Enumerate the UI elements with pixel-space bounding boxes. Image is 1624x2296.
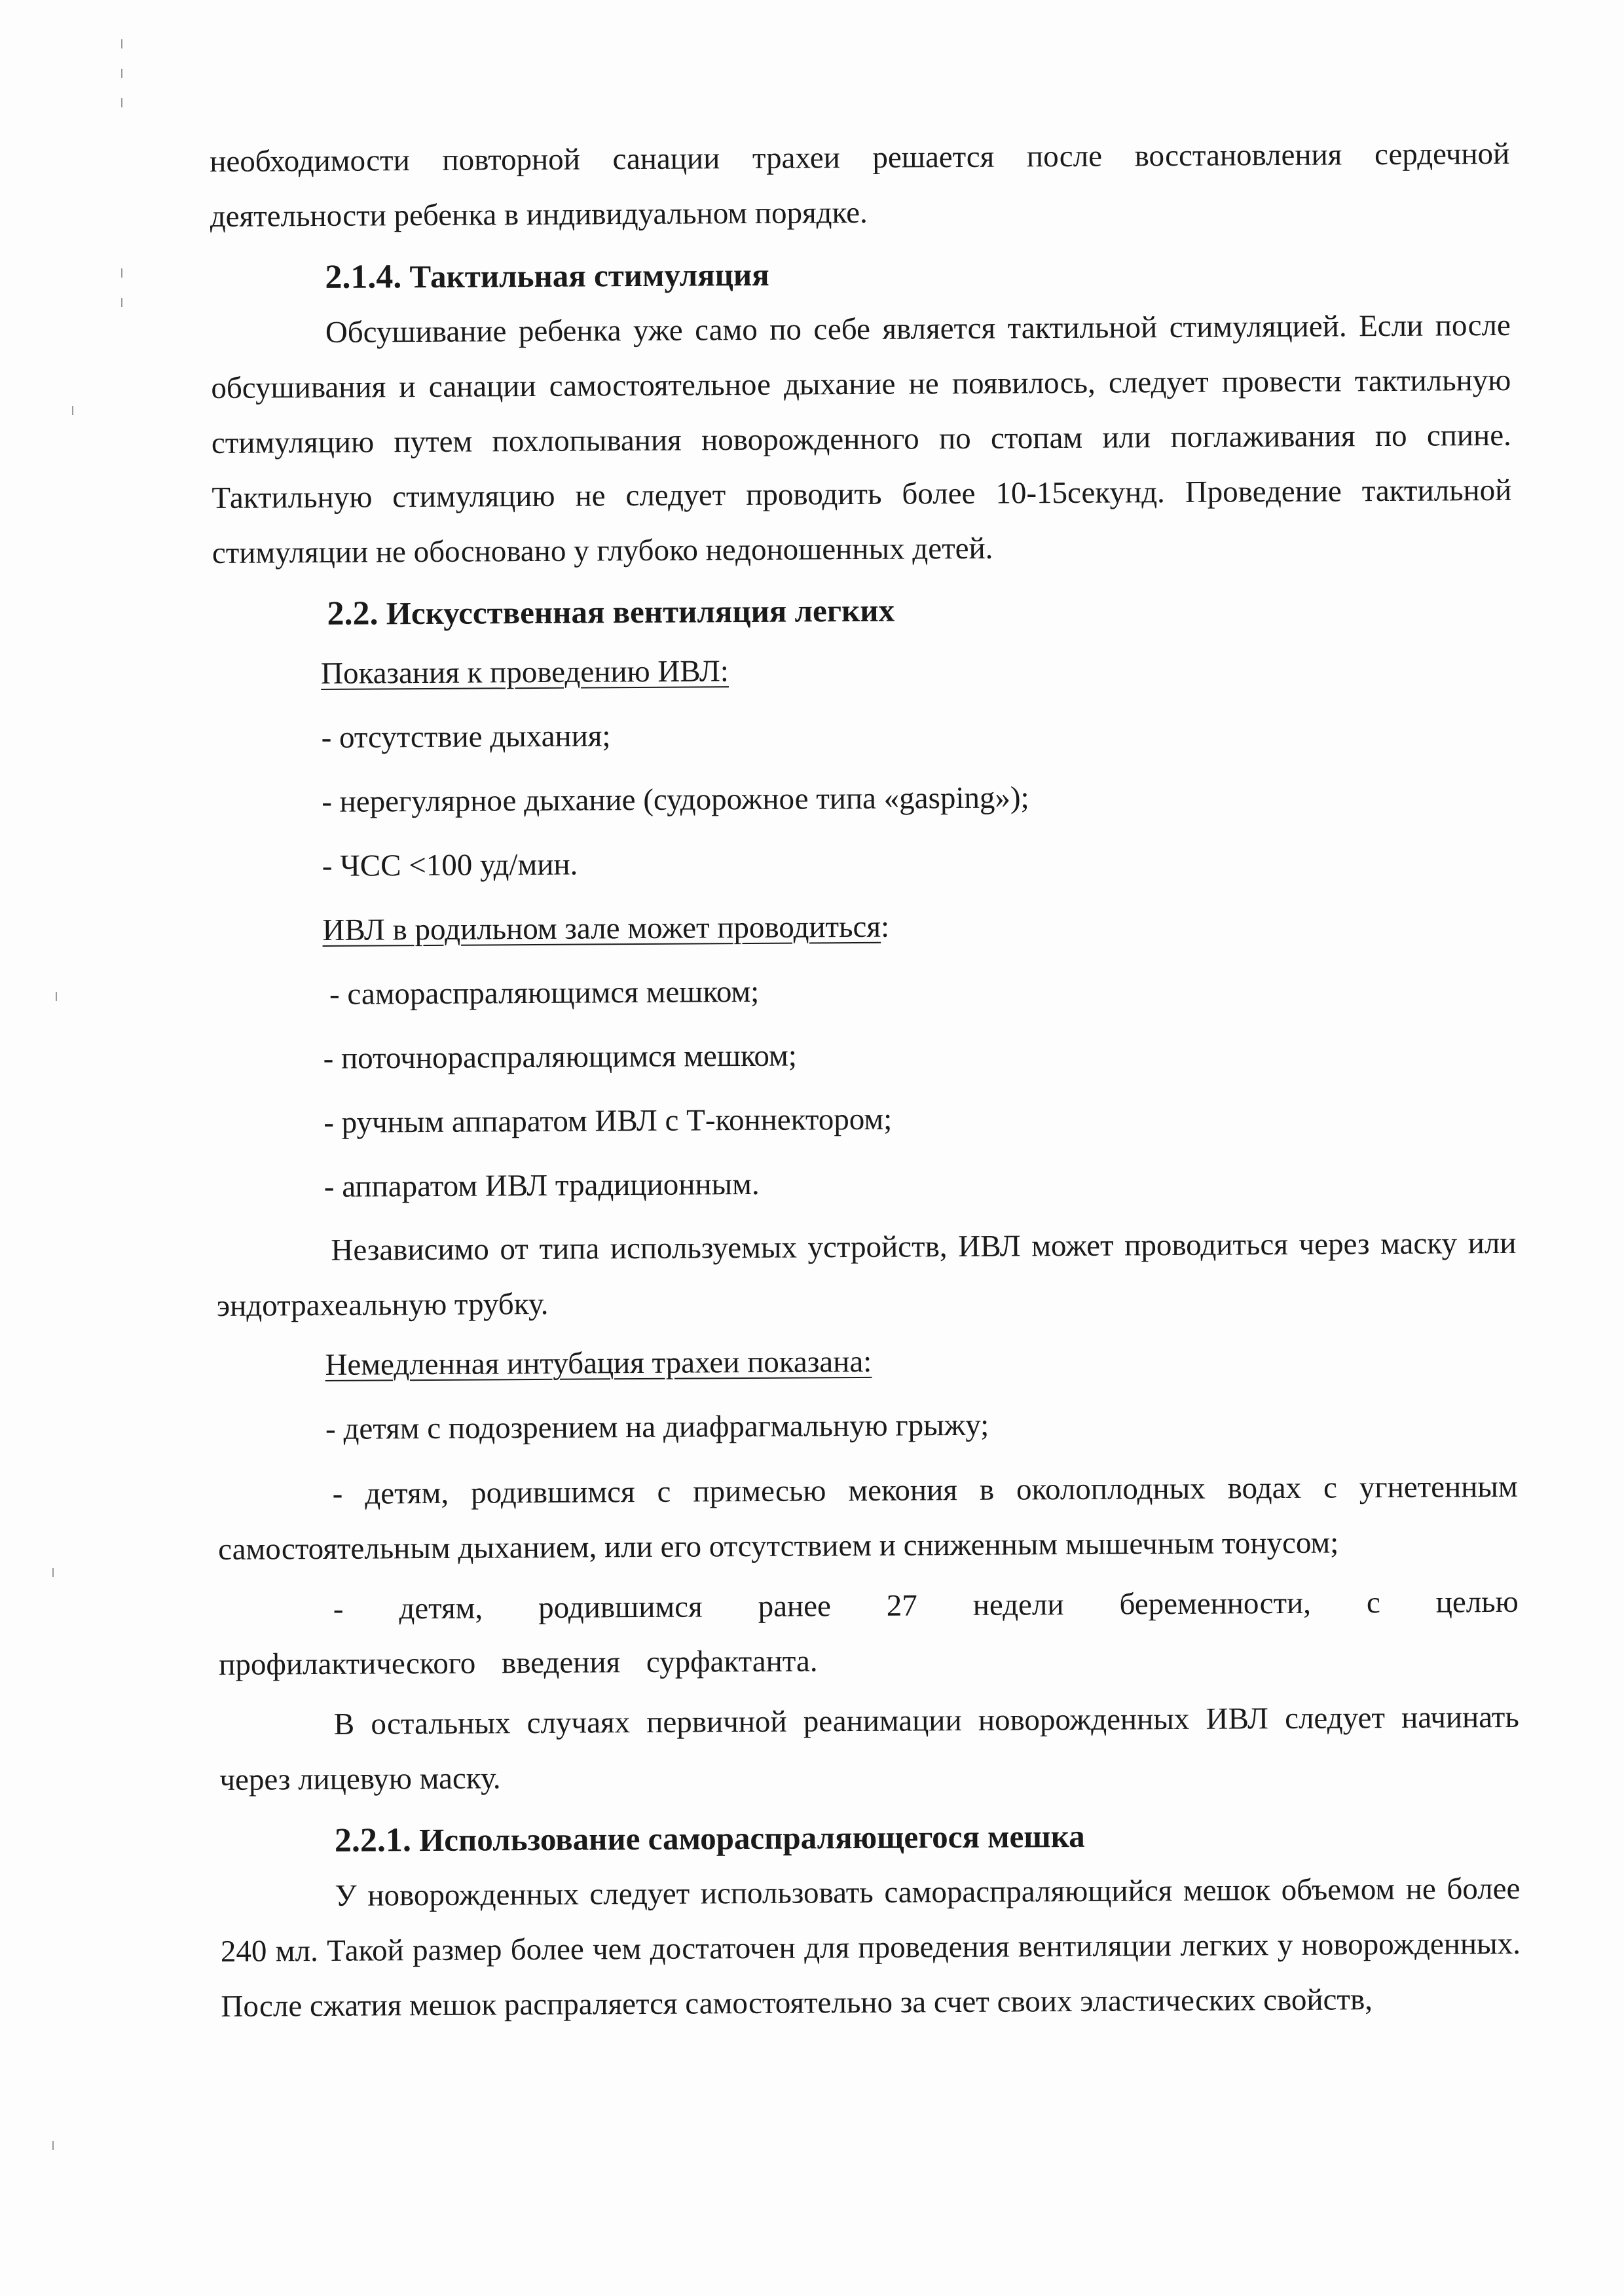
list-item: - ЧСС <100 уд/мин. [322,847,578,883]
section-title: Тактильная стимуляция [409,256,769,295]
self-inflating-bag-paragraph: У новорожденных следует использовать самораспраляющийся мешок объемом не более 240 мл. Такой размер более чем достаточен для проведения вентиляции легких у новорожденных. После сжатия мешок распраляется самостоятельно за счет своих эластических свойств, [220,1871,1521,2024]
regardless-paragraph: Независимо от типа используемых устройств, ИВЛ может проводиться через маску или эндотрахеальную трубку. [216,1226,1517,1323]
indications-label: Показания к проведению ИВЛ: [320,654,729,691]
list-item: - детям с подозрением на диафрагмальную грыжу; [325,1408,989,1446]
section-heading-2-2 [212,579,1512,642]
devices-label: ИВЛ в родильном зале может проводиться: [322,909,890,947]
list-item: - детям, родившимся ранее 27 недели беременности, с целью профилактического введения сурфактанта. [219,1584,1519,1682]
list-item: - нерегулярное дыхание (судорожное типа «gasping»); [322,780,1029,819]
list-item: - ручным аппаратом ИВЛ с Т-коннектором; [323,1102,893,1140]
intro-paragraph: необходимости повторной санации трахеи решается после восстановления сердечной деятельности ребенка в индивидуальном порядке. [210,136,1510,234]
tactile-stimulation-paragraph: Обсушивание ребенка уже само по себе является тактильной стимуляцией. Если после обсушивания и санации самостоятельное дыхание не появилось, следует провести тактильную стимуляцию путем похлопывания новорожденного по стопам или поглаживания по спине. Тактильную стимуляцию не следует проводить более 10-15секунд. Проведение тактильной стимуляции не обосновано у глубоко недоношенных детей. [211,308,1512,570]
list-item: - аппаратом ИВЛ традиционным. [323,1167,760,1204]
section-number: 2.2.1. [334,1821,412,1859]
intubation-label: Немедленная интубация трахеи показана: [325,1344,872,1382]
section-number: 2.1.4. [325,258,402,296]
section-heading-2-1-4 [210,243,1510,306]
section-number: 2.2. [327,594,378,632]
other-cases-paragraph: В остальных случаях первичной реанимации новорожденных ИВЛ следует начинать через лицевую маску. [219,1700,1519,1797]
list-item: - детям, родившимся с примесью мекония в околоплодных водах с угнетенным самостоятельным дыханием, или его отсутствием и сниженным мышечным тонусом; [218,1469,1518,1567]
section-title: Использование самораспраляющегося мешка [419,1817,1085,1859]
list-item: - самораспраляющимся мешком; [329,974,760,1011]
section-title: Искусственная вентиляция легких [386,592,895,632]
list-item: - поточнораспраляющимся мешком; [323,1038,798,1076]
section-heading-2-2-1 [220,1806,1520,1869]
list-item: - отсутствие дыхания; [321,719,611,755]
scan-edge-marks [0,0,164,2296]
document-body [210,126,1521,2034]
